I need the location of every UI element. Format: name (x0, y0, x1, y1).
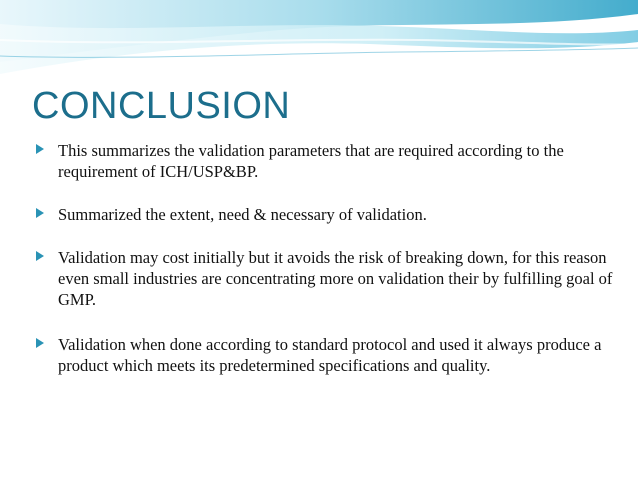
bullet-item (36, 204, 626, 225)
bullet-marker-icon (36, 208, 44, 218)
bullet-text: Validation may cost initially but it avoids the risk of breaking down, for this reason even small industries are concentrating more on validation their by fulfilling goal of GMP. (58, 248, 613, 309)
bullet-text: Validation when done according to standard protocol and used it always produce a product which meets its predetermined specifications and quality. (58, 335, 602, 375)
bullet-marker-icon (36, 144, 44, 154)
bullet-marker-icon (36, 338, 44, 348)
bullet-item (36, 247, 626, 310)
bullet-item (36, 334, 626, 376)
bullet-list (36, 140, 626, 398)
bullet-item (36, 140, 626, 182)
wave-header-decoration (0, 0, 638, 80)
bullet-marker-icon (36, 251, 44, 261)
bullet-text: This summarizes the validation parameters that are required according to the requirement of ICH/USP&BP. (58, 141, 564, 181)
slide-title: CONCLUSION (32, 85, 291, 127)
bullet-text: Summarized the extent, need & necessary of validation. (58, 205, 427, 224)
